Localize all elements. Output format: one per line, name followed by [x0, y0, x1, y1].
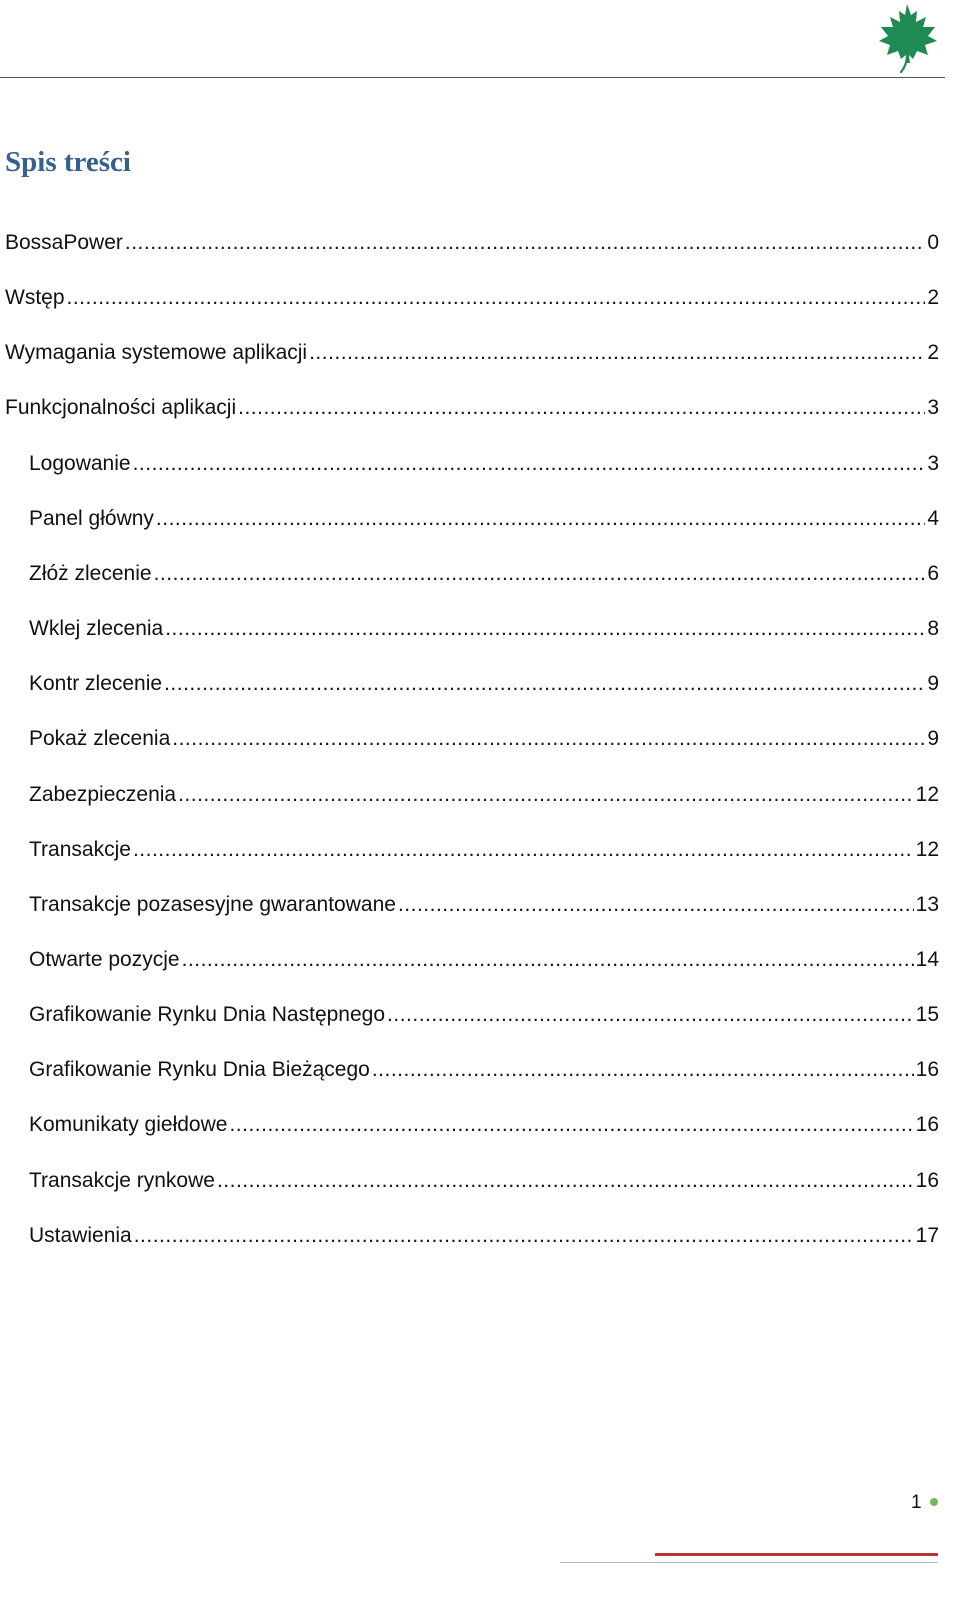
toc-entry-label: Logowanie: [29, 451, 131, 475]
toc-entry-page: 16: [915, 1113, 939, 1137]
toc-entry-label: Otwarte pozycje: [29, 947, 180, 971]
toc-entry-page: 13: [915, 892, 939, 916]
toc-entry-page: 8: [927, 617, 939, 641]
toc-entry[interactable]: [5, 338, 939, 368]
toc-entry-label: Grafikowanie Rynku Dnia Następnego: [29, 1003, 386, 1027]
toc-entry[interactable]: [5, 283, 939, 313]
toc-entry-label: Kontr zlecenie: [29, 672, 163, 696]
toc-entry-label: Ustawienia: [29, 1223, 132, 1247]
toc-leader-dots: [398, 890, 914, 920]
toc-entry[interactable]: [29, 449, 939, 479]
toc-entry[interactable]: [29, 1055, 939, 1085]
toc-entry-label: Transakcje rynkowe: [29, 1168, 215, 1192]
toc-leader-dots: [133, 449, 926, 479]
toc-entry-label: Złóż zlecenie: [29, 561, 152, 585]
toc-entry-label: BossaPower: [5, 231, 123, 254]
footer-rule: [560, 1562, 938, 1563]
toc-entry-page: 0: [927, 231, 939, 254]
toc-entry[interactable]: [29, 504, 939, 534]
toc-leader-dots: [154, 559, 926, 589]
toc-entry[interactable]: [29, 1221, 939, 1251]
toc-entry[interactable]: [29, 1110, 939, 1140]
toc-entry-page: 12: [915, 837, 939, 861]
toc-entry[interactable]: [5, 228, 939, 258]
toc-entry-page: 2: [927, 341, 939, 365]
toc-entry-page: 9: [927, 727, 939, 751]
toc-entry[interactable]: [29, 559, 939, 589]
toc-entry[interactable]: [29, 780, 939, 810]
toc-entry[interactable]: [29, 945, 939, 975]
toc-entry-label: Panel główny: [29, 506, 154, 530]
toc-entry-page: 3: [927, 451, 939, 475]
toc-entry-label: Transakcje: [29, 837, 131, 861]
toc-entry[interactable]: [29, 724, 939, 754]
toc-entry[interactable]: [29, 890, 939, 920]
toc-entry[interactable]: [29, 1166, 939, 1196]
toc-leader-dots: [172, 724, 925, 754]
maple-leaf-icon: [877, 3, 939, 73]
toc-entry-page: 4: [927, 506, 939, 530]
toc-leader-dots: [182, 945, 914, 975]
footer-accent-rule: [655, 1553, 938, 1556]
toc-entry-label: Komunikaty giełdowe: [29, 1113, 228, 1137]
toc-leader-dots: [133, 835, 914, 865]
page-dot-icon: [930, 1498, 938, 1506]
toc-leader-dots: [217, 1166, 914, 1196]
toc-entry-page: 12: [915, 782, 939, 806]
toc-leader-dots: [229, 1110, 913, 1140]
toc-leader-dots: [67, 283, 926, 313]
toc-entry-page: 2: [927, 286, 939, 310]
toc-entry-page: 15: [915, 1003, 939, 1027]
toc-leader-dots: [125, 228, 925, 258]
toc-leader-dots: [156, 504, 925, 534]
toc-entry[interactable]: [5, 393, 939, 423]
toc-entry-label: Zabezpieczenia: [29, 782, 177, 806]
toc-entry-page: 9: [927, 672, 939, 696]
toc-leader-dots: [238, 393, 925, 423]
toc-entry-page: 16: [915, 1168, 939, 1192]
toc-entry-label: Funkcjonalności aplikacji: [5, 396, 237, 420]
toc-entry[interactable]: [29, 669, 939, 699]
toc-title: Spis treści: [5, 146, 131, 178]
header-rule: [0, 77, 945, 78]
toc-entry-label: Transakcje pozasesyjne gwarantowane: [29, 892, 396, 916]
toc-leader-dots: [134, 1221, 914, 1251]
toc-leader-dots: [178, 780, 914, 810]
toc-entry[interactable]: [29, 835, 939, 865]
toc-leader-dots: [164, 669, 925, 699]
toc-entry-page: 16: [915, 1058, 939, 1082]
toc-entry-page: 3: [927, 396, 939, 420]
toc-entry-label: Wstęp: [5, 286, 65, 310]
toc-entry-label: Wymagania systemowe aplikacji: [5, 341, 308, 365]
toc-entry-label: Grafikowanie Rynku Dnia Bieżącego: [29, 1058, 370, 1082]
toc-entry-label: Wklej zlecenia: [29, 617, 164, 641]
toc-entry-page: 17: [915, 1223, 939, 1247]
toc-entry-page: 14: [915, 947, 939, 971]
toc-entry[interactable]: [29, 614, 939, 644]
page-number: 1: [911, 1492, 922, 1513]
toc-entry[interactable]: [29, 1000, 939, 1030]
toc-leader-dots: [387, 1000, 914, 1030]
toc-leader-dots: [165, 614, 925, 644]
toc-leader-dots: [309, 338, 925, 368]
toc-entry-label: Pokaż zlecenia: [29, 727, 171, 751]
toc-leader-dots: [372, 1055, 914, 1085]
toc-entry-page: 6: [927, 561, 939, 585]
